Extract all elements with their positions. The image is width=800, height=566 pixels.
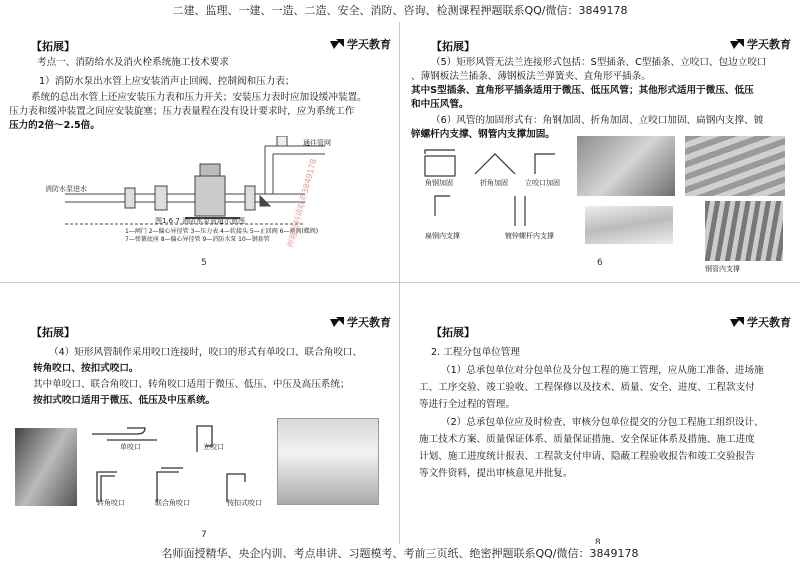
slide2-para3b: 锌螺杆内支撑、钢管内支撑加固。 xyxy=(411,129,555,140)
page-number: 5 xyxy=(201,258,207,268)
rod-photo xyxy=(685,136,785,196)
brand-logo-icon xyxy=(330,39,344,49)
footer-banner: 名师面授精华、央企内训、考点串讲、习题模考、考前三页纸、绝密押题联系QQ/微信：3849178 xyxy=(161,547,639,560)
slide2-para2: 其中S型插条、直角形平插条适用于微压、低压风管；其他形式适用于微压、低压 xyxy=(411,85,754,96)
fig-note1: 1—闸门 2—偏心异径管 3—压力表 4—软接头 5—止回阀 6—闸阀(蝶阀) xyxy=(125,228,319,235)
slide2-para1b: 、薄钢板法兰插条、薄钢板法兰弹簧夹、直角形平插条。 xyxy=(411,71,651,82)
page-number: 6 xyxy=(597,258,603,268)
header-banner: 二建、监理、一建、一造、二造、安全、消防、咨询、检测课程押题联系QQ/微信：3849178 xyxy=(172,4,628,17)
slide4-para1b: 工、工序交验、竣工验收、工程保修以及技术、质量、安全、进度、工程款支付 xyxy=(419,382,755,393)
slide-tag: 【拓展】 xyxy=(431,326,475,339)
slide1-line2: 系统的总出水管上还应安装压力表和压力开关；安装压力表时应加设缓冲装置。 xyxy=(31,92,367,103)
slide2-para3: （6）风管的加固形式有：角钢加固、折角加固、立咬口加固、扁钢内支撑、镀 xyxy=(431,115,764,126)
slide-tag: 【拓展】 xyxy=(431,40,475,53)
page-number: 8 xyxy=(595,538,601,544)
brand-name: 学天教育 xyxy=(347,38,391,51)
slide4-title: 2. 工程分包单位管理 xyxy=(431,347,520,358)
brand-name: 学天教育 xyxy=(747,38,791,51)
slide3-para2: 其中单咬口、联合角咬口、转角咬口适用于微压、低压、中压及高压系统； xyxy=(33,379,350,390)
fig-label-left: 消防水泵进水 xyxy=(45,185,87,193)
brand-logo xyxy=(330,314,391,330)
slide1-line3: 压力表和缓冲装置之间应安装旋塞；压力表量程在没有设计要求时，应为系统工作 xyxy=(9,106,355,117)
brand-logo-icon xyxy=(330,317,344,327)
duct-photo xyxy=(577,136,675,196)
divider-vertical xyxy=(399,22,400,544)
slide2-cap4: 扁钢内支撑 xyxy=(425,232,460,240)
slide2-para2b: 和中压风管。 xyxy=(411,99,469,110)
slide3-cap3: 转角咬口 xyxy=(97,499,125,507)
slide4-para1: （1）总承包单位对分包单位及分包工程的施工管理，应从施工准备、进场施 xyxy=(441,365,764,376)
slide2-para1: （5）矩形风管无法兰连接形式包括：S型插条、C型插条、立咬口、包边立咬口 xyxy=(431,57,767,68)
brand-logo xyxy=(330,36,391,52)
brand-name: 学天教育 xyxy=(347,316,391,329)
brand-logo xyxy=(730,36,791,52)
slide4-para1c: 等进行全过程的管理。 xyxy=(419,399,515,410)
watermark: 押题资料请联系3849178 xyxy=(285,157,319,249)
slide3-para3: 按扣式咬口适用于微压、低压及中压系统。 xyxy=(33,395,216,406)
seaming-machine-photo xyxy=(277,418,379,505)
slide2-cap2: 折角加固 xyxy=(480,179,508,187)
slide3-para1b: 转角咬口、按扣式咬口。 xyxy=(33,363,139,374)
slide-tag: 【拓展】 xyxy=(31,326,75,339)
slide-8 xyxy=(405,290,795,544)
brand-logo xyxy=(730,314,791,330)
slide2-cap6: 钢管内支撑 xyxy=(705,265,740,273)
slide3-cap1: 单咬口 xyxy=(120,443,141,451)
flat-steel-photo xyxy=(585,206,673,244)
slide-5 xyxy=(5,26,395,280)
divider-horizontal xyxy=(0,282,800,283)
slide4-para2d: 等文件资料，提出审核意见并批复。 xyxy=(419,468,573,479)
slide3-cap4: 联合角咬口 xyxy=(155,499,190,507)
slide-tag: 【拓展】 xyxy=(31,40,75,53)
brand-name: 学天教育 xyxy=(747,316,791,329)
fig-note2: 7—弹簧底座 8—偏心异径管 9—消防水泵 10—钢套管 xyxy=(125,236,270,243)
steel-pipe-photo xyxy=(705,201,783,261)
slide1-line1-text: 1）消防水泵出水管上应安装消声止回阀、控制阀和压力表； xyxy=(39,76,295,87)
slide1-line1 xyxy=(39,75,295,89)
slide4-para2: （2）总承包单位应及时检查、审核分包单位提交的分包工程施工组织设计、 xyxy=(441,417,764,428)
slide2-cap1: 角钢加固 xyxy=(425,179,453,187)
slide3-cap5: 按扣式咬口 xyxy=(227,499,262,507)
brand-logo-icon xyxy=(730,39,744,49)
slide-6 xyxy=(405,26,795,280)
seam-photo xyxy=(15,428,77,506)
slide1-line4: 压力的2倍～2.5倍。 xyxy=(9,120,100,131)
page-number: 7 xyxy=(201,530,207,540)
slide-7 xyxy=(5,290,395,544)
slide3-para1: （4）矩形风管制作采用咬口连接时，咬口的形式有单咬口、联合角咬口、 xyxy=(49,347,363,358)
slide4-para2c: 计划、施工进度统计报表、工程款支付申请、隐蔽工程验收报告和竣工交验报告 xyxy=(419,451,755,462)
slide1-title: 考点一、消防给水及消火栓系统施工技术要求 xyxy=(37,57,229,68)
slide3-cap2: 立咬口 xyxy=(203,443,224,451)
slide2-cap5: 镀锌螺杆内支撑 xyxy=(505,232,554,240)
brand-logo-icon xyxy=(730,317,744,327)
slide4-para2b: 施工技术方案、质量保证体系、质量保证措施、安全保证体系及措施、施工进度 xyxy=(419,434,755,445)
slide2-cap3: 立咬口加固 xyxy=(525,179,560,187)
fig-label-right: 通往管网 xyxy=(303,139,331,147)
fig-title: 图1.6.7 消防水泵管道示意图 xyxy=(155,217,246,225)
